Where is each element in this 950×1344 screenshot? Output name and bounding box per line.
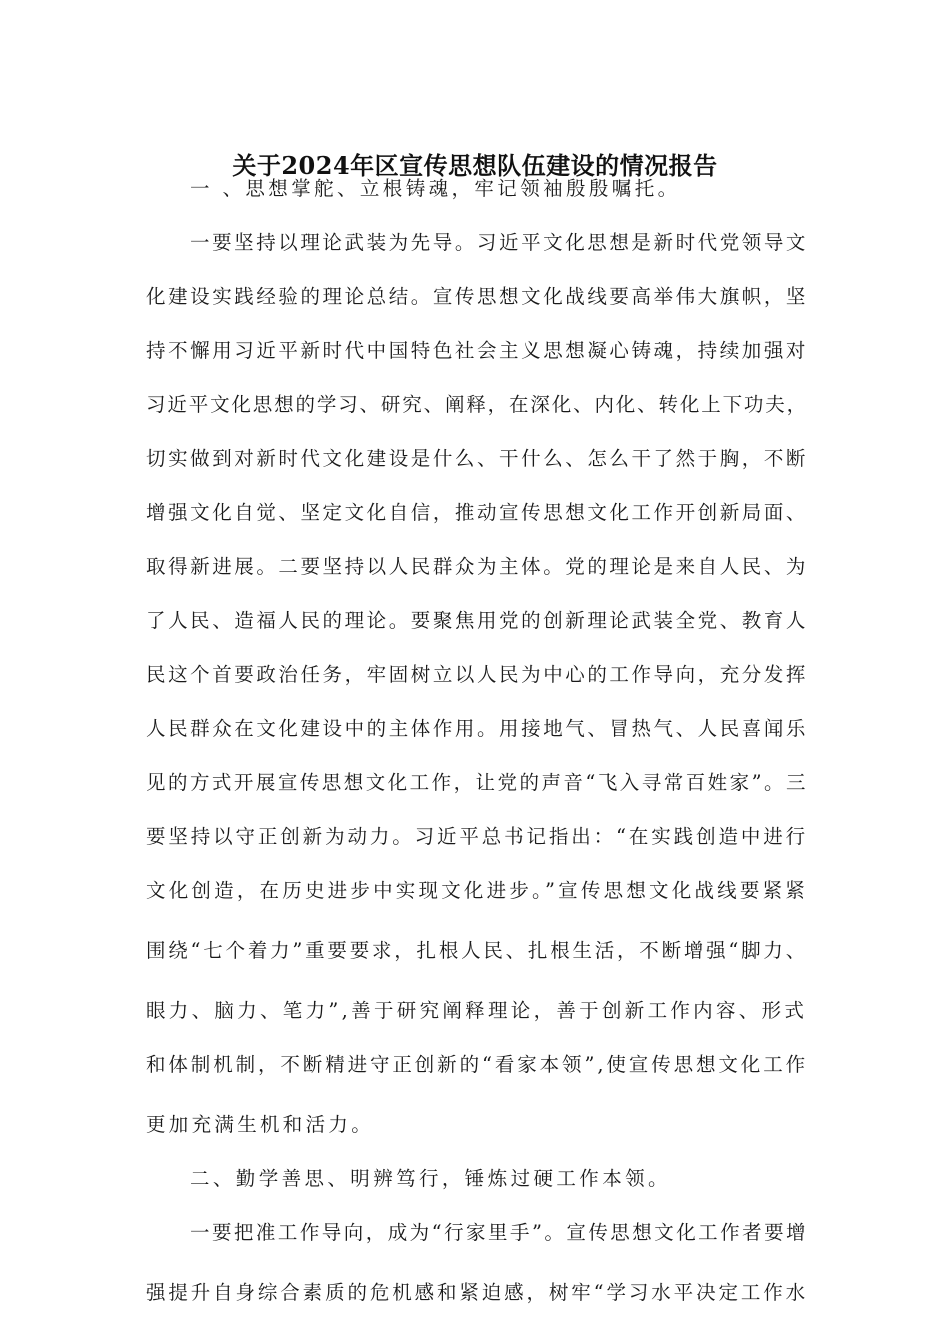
paragraph-1-line: 取得新进展。二要坚持以人民群众为主体。党的理论是来自人民、为: [146, 555, 808, 578]
paragraph-1-line: 化建设实践经验的理论总结。宣传思想文化战线要高举伟大旗帜，坚: [146, 285, 808, 308]
paragraph-1-line: 了人民、造福人民的理论。要聚焦用党的创新理论武装全党、教育人: [146, 609, 808, 632]
document-title: 关于2024年区宣传思想队伍建设的情况报告: [232, 151, 718, 180]
paragraph-1-line: 眼力、脑力、笔力”,善于研究阐释理论，善于创新工作内容、形式: [146, 999, 808, 1022]
paragraph-2-line: 强提升自身综合素质的危机感和紧迫感，树牢“学习水平决定工作水: [146, 1281, 808, 1304]
paragraph-1-line: 文化创造，在历史进步中实现文化进步。”宣传思想文化战线要紧紧: [146, 879, 808, 902]
paragraph-2-line: 一要把准工作导向，成为“行家里手”。宣传思想文化工作者要增: [190, 1221, 808, 1244]
paragraph-1-line: 一要坚持以理论武装为先导。习近平文化思想是新时代党领导文: [190, 231, 808, 254]
paragraph-1-line: 更加充满生机和活力。: [146, 1113, 375, 1136]
paragraph-1-line: 围绕“七个着力”重要要求，扎根人民、扎根生活，不断增强“脚力、: [146, 939, 808, 962]
paragraph-1-line: 要坚持以守正创新为动力。习近平总书记指出：“在实践创造中进行: [146, 825, 808, 848]
paragraph-1-line: 和体制机制，不断精进守正创新的“看家本领”,使宣传思想文化工作: [146, 1053, 808, 1076]
paragraph-1-line: 人民群众在文化建设中的主体作用。用接地气、冒热气、人民喜闻乐: [146, 717, 808, 740]
paragraph-1-line: 民这个首要政治任务，牢固树立以人民为中心的工作导向，充分发挥: [146, 663, 808, 686]
paragraph-1-line: 持不懈用习近平新时代中国特色社会主义思想凝心铸魂，持续加强对: [146, 339, 808, 362]
paragraph-1-line: 增强文化自觉、坚定文化自信，推动宣传思想文化工作开创新局面、: [146, 501, 808, 524]
section-2-heading: 二、勤学善思、明辨笃行，锤炼过硬工作本领。: [190, 1167, 671, 1190]
section-1-heading: 一 、思想掌舵、立根铸魂，牢记领袖殷殷嘱托。: [190, 177, 681, 200]
paragraph-1-line: 习近平文化思想的学习、研究、阐释，在深化、内化、转化上下功夫，: [146, 393, 808, 416]
paragraph-1-line: 切实做到对新时代文化建设是什么、干什么、怎么干了然于胸，不断: [146, 447, 808, 470]
paragraph-1-line: 见的方式开展宣传思想文化工作，让党的声音“飞入寻常百姓家”。三: [146, 771, 808, 794]
